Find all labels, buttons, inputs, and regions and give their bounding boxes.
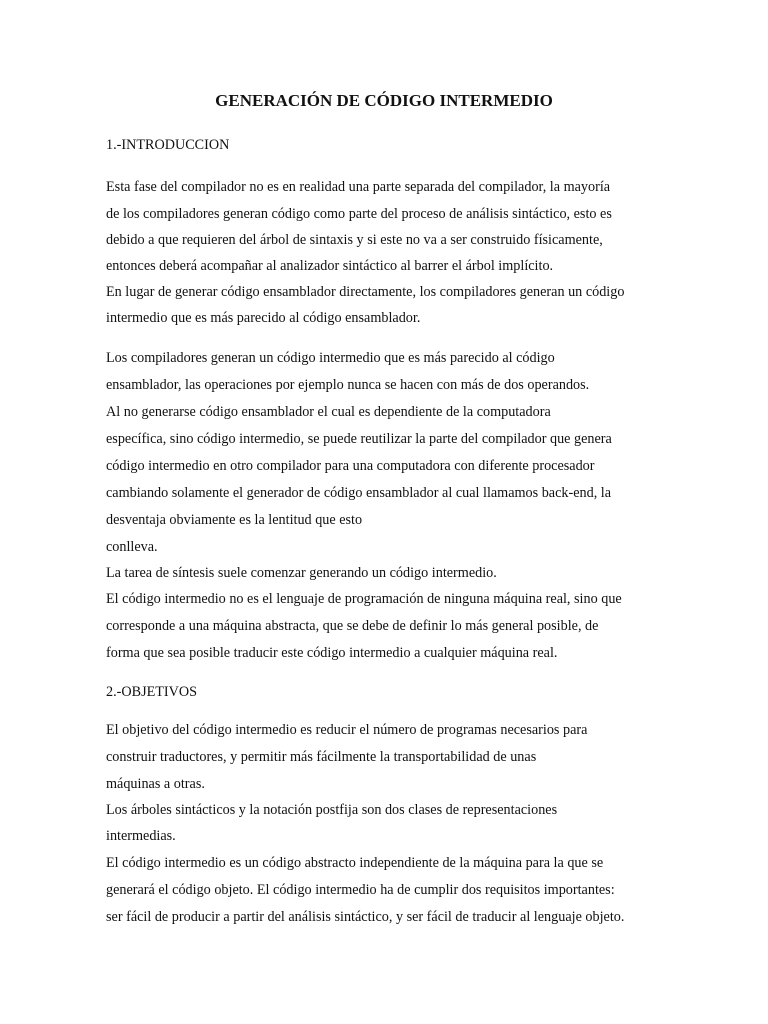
paragraph-line: Al no generarse código ensamblador el cual es dependiente de la computadora [106,404,551,420]
paragraph-line: código intermedio en otro compilador para una computadora con diferente procesador [106,458,595,474]
paragraph-line: forma que sea posible traducir este código intermedio a cualquier máquina real. [106,645,558,661]
paragraph-line: cambiando solamente el generador de código ensamblador al cual llamamos back-end, la [106,485,612,501]
paragraph-line: corresponde a una máquina abstracta, que se debe de definir lo más general posible, de [106,618,599,634]
page-title: GENERACIÓN DE CÓDIGO INTERMEDIO [215,91,553,110]
section-heading-introduccion: 1.-INTRODUCCION [106,137,230,153]
paragraph-line: La tarea de síntesis suele comenzar generando un código intermedio. [106,565,497,581]
paragraph-line: construir traductores, y permitir más fácilmente la transportabilidad de unas [106,749,537,765]
paragraph-line: ser fácil de producir a partir del análisis sintáctico, y ser fácil de traducir al lenguaje objeto. [106,909,625,925]
paragraph-line: de los compiladores generan código como parte del proceso de análisis sintáctico, esto es [106,206,612,222]
paragraph-line: desventaja obviamente es la lentitud que esto [106,512,363,528]
paragraph-line: El código intermedio es un código abstracto independiente de la máquina para la que se [106,855,604,871]
paragraph-line: Los árboles sintácticos y la notación postfija son dos clases de representaciones [106,802,558,818]
paragraph-line: Los compiladores generan un código intermedio que es más parecido al código [106,350,555,366]
paragraph-line: intermedio que es más parecido al código ensamblador. [106,310,421,326]
section-heading-objetivos: 2.-OBJETIVOS [106,684,198,700]
paragraph-line: entonces deberá acompañar al analizador sintáctico al barrer el árbol implícito. [106,258,554,274]
paragraph-line: intermedias. [106,828,176,844]
paragraph-line: El objetivo del código intermedio es reducir el número de programas necesarios para [106,722,588,738]
paragraph-line: ensamblador, las operaciones por ejemplo nunca se hacen con más de dos operandos. [106,377,590,393]
paragraph-line: En lugar de generar código ensamblador directamente, los compiladores generan un código [106,284,625,300]
paragraph-line: generará el código objeto. El código intermedio ha de cumplir dos requisitos importantes: [106,882,615,898]
paragraph-line: específica, sino código intermedio, se puede reutilizar la parte del compilador que genera [106,431,612,447]
paragraph-line: Esta fase del compilador no es en realidad una parte separada del compilador, la mayoría [106,179,611,195]
paragraph-line: debido a que requieren del árbol de sintaxis y si este no va a ser construido físicamente, [106,232,603,248]
paragraph-line: máquinas a otras. [106,776,205,792]
paragraph-line: conlleva. [106,539,158,555]
paragraph-line: El código intermedio no es el lenguaje de programación de ninguna máquina real, sino que [106,591,622,607]
